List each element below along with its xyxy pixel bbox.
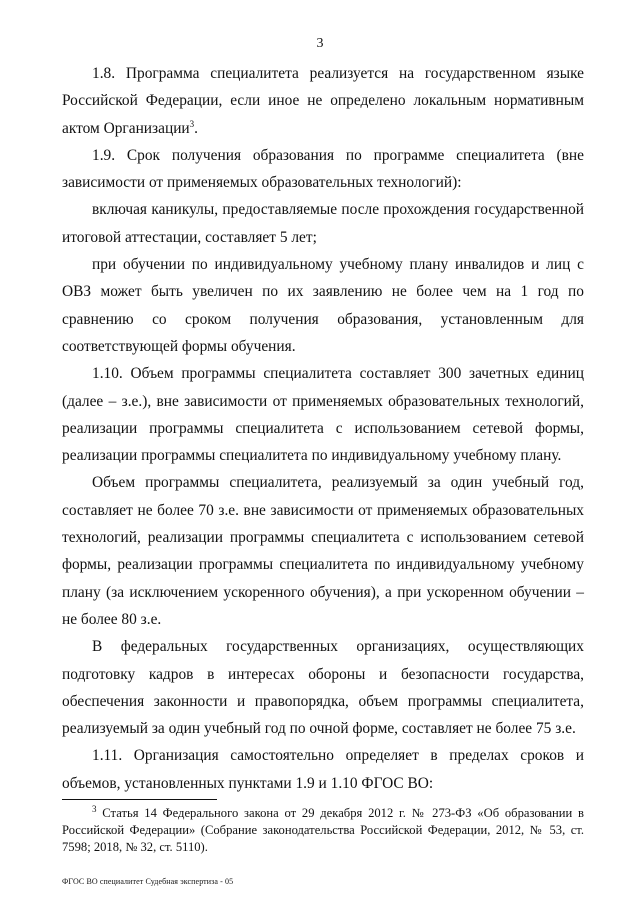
paragraph-1-10-annual-volume: Объем программы специалитета, реализуемый за один учебный год, составляет не более 70 з.е. вне зависимости от применяемых образовательных технологий, реализации программы специалитета с использованием сетевой формы, реализации программы специалитета по индивидуальному учебному плану (за исключением ускоренного обучения), а при ускоренном обучении – не более 80 з.е. [62,474,584,628]
footnote-marker: 3 [92,803,97,814]
footnote-divider [62,799,217,800]
paragraph-suffix: . [194,119,199,137]
paragraph-1-8 [62,60,584,142]
paragraph-1-9-holidays: включая каникулы, предоставляемые после прохождения государственной итоговой аттестации, составляет 5 лет; [62,201,584,246]
footnote [62,805,584,856]
footnote-text: Статья 14 Федерального закона от 29 декабря 2012 г. № 273-ФЗ «Об образовании в Российской Федерации» (Собрание законодательства Российской Федерации, 2012, № 53, ст. 7598; 2018, № 32, ст. 5110). [62,806,584,854]
paragraph-1-9: 1.9. Срок получения образования по программе специалитета (вне зависимости от применяемых образовательных технологий): [62,146,584,192]
document-footer-code: ФГОС ВО специалитет Судебная экспертиза - 05 [62,877,234,886]
footnote-reference: 3 [189,118,195,129]
paragraph-1-9-individual-plan: при обучении по индивидуальному учебному плану инвалидов и лиц с ОВЗ может быть увеличен по их заявлению не более чем на 1 год по сравнению со сроком получения образования, установленным для соответствующей формы обучения. [62,256,584,355]
document-body [62,60,584,797]
paragraph-1-11: 1.11. Организация самостоятельно определяет в пределах сроков и объемов, установленных пунктами 1.9 и 1.10 ФГОС ВО: [62,747,584,792]
page-number: 3 [316,36,324,51]
paragraph-text: 1.8. Программа специалитета реализуется на государственном языке Российской Федерации, если иное не определено локальным нормативным актом Организации [62,65,584,137]
paragraph-1-10-federal-orgs: В федеральных государственных организациях, осуществляющих подготовку кадров в интересах обороны и безопасности государства, обеспечения законности и правопорядка, объем программы специалитета, реализуемый за один учебный год по очной форме, составляет не более 75 з.е. [62,638,584,738]
paragraph-1-10: 1.10. Объем программы специалитета составляет 300 зачетных единиц (далее – з.е.), вне зависимости от применяемых образовательных технологий, реализации программы специалитета с использованием сетевой формы, реализации программы специалитета по индивидуальному учебному плану. [62,365,584,465]
